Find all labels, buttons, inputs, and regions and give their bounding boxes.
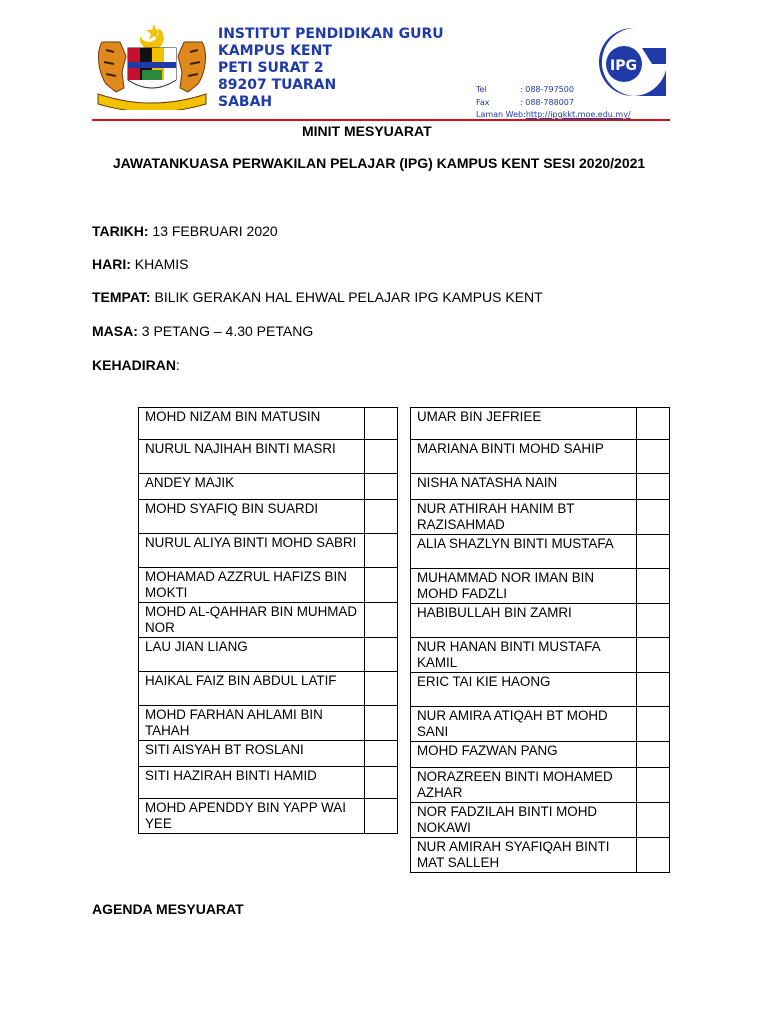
- institution-line: KAMPUS KENT: [218, 43, 332, 59]
- attendee-name: MARIANA BINTI MOHD SAHIP: [411, 440, 637, 474]
- fax-row: [476, 97, 631, 110]
- tarikh-label: TARIKH:: [92, 223, 149, 239]
- attendance-mark-cell: [637, 408, 670, 440]
- table-row: [139, 568, 398, 603]
- attendee-name: NOR FADZILAH BINTI MOHD NOKAWI: [411, 803, 637, 838]
- agenda-heading: AGENDA MESYUARAT: [92, 901, 244, 917]
- attendee-name: MOHAMAD AZZRUL HAFIZS BIN MOKTI: [139, 568, 365, 603]
- kehadiran-label: KEHADIRAN: [92, 357, 176, 373]
- attendance-table-left: [138, 407, 398, 834]
- institution-line: SABAH: [218, 94, 273, 110]
- shield-icon: [128, 48, 176, 88]
- attendee-name: ANDEY MAJIK: [139, 474, 365, 500]
- tel-value: : 088-797500: [520, 85, 574, 94]
- attendee-name: ALIA SHAZLYN BINTI MUSTAFA: [411, 535, 637, 569]
- attendance-mark-cell: [637, 500, 670, 535]
- ipg-logo-text: IPG: [610, 58, 637, 74]
- table-row: [411, 638, 670, 673]
- table-row: [411, 604, 670, 638]
- attendance-mark-cell: [637, 638, 670, 673]
- attendance-mark-cell: [365, 799, 398, 834]
- table-row: [411, 500, 670, 535]
- attendee-name: MOHD AL-QAHHAR BIN MUHMAD NOR: [139, 603, 365, 638]
- attendee-name: MOHD SYAFIQ BIN SUARDI: [139, 500, 365, 534]
- table-row: [411, 569, 670, 604]
- attendee-name: NUR ATHIRAH HANIM BT RAZISAHMAD: [411, 500, 637, 535]
- attendance-mark-cell: [365, 603, 398, 638]
- attendance-mark-cell: [365, 638, 398, 672]
- attendee-name: UMAR BIN JEFRIEE: [411, 408, 637, 440]
- table-row: [139, 741, 398, 767]
- attendee-name: NURUL ALIYA BINTI MOHD SABRI: [139, 534, 365, 568]
- institution-line: 89207 TUARAN: [218, 77, 337, 93]
- tiger-left-icon: [99, 42, 126, 92]
- attendee-name: MOHD FAZWAN PANG: [411, 742, 637, 768]
- table-row: [411, 803, 670, 838]
- attendee-name: MUHAMMAD NOR IMAN BIN MOHD FADZLI: [411, 569, 637, 604]
- tempat-field: [92, 289, 543, 305]
- attendee-name: LAU JIAN LIANG: [139, 638, 365, 672]
- coat-of-arms-logo: [92, 22, 212, 110]
- table-row: [139, 500, 398, 534]
- attendance-mark-cell: [637, 768, 670, 803]
- table-row: [411, 707, 670, 742]
- web-label: Laman Web:: [476, 110, 526, 119]
- attendance-mark-cell: [637, 803, 670, 838]
- table-row: [411, 535, 670, 569]
- attendance-mark-cell: [637, 742, 670, 768]
- hari-label: HARI:: [92, 256, 131, 272]
- attendee-name: NORAZREEN BINTI MOHAMED AZHAR: [411, 768, 637, 803]
- attendee-name: NURUL NAJIHAH BINTI MASRI: [139, 440, 365, 474]
- table-row: [139, 767, 398, 799]
- table-row: [139, 799, 398, 834]
- institution-line: INSTITUT PENDIDIKAN GURU: [218, 26, 444, 42]
- table-row: [411, 838, 670, 873]
- tel-label: Tel: [476, 85, 487, 94]
- attendance-mark-cell: [365, 408, 398, 440]
- masa-field: [92, 323, 313, 339]
- document-title: MINIT MESYUARAT: [302, 123, 432, 139]
- table-row: [411, 742, 670, 768]
- fax-value: : 088-788007: [520, 97, 574, 107]
- attendance-mark-cell: [637, 440, 670, 474]
- attendance-mark-cell: [365, 672, 398, 706]
- table-row: [411, 474, 670, 500]
- attendance-mark-cell: [365, 500, 398, 534]
- contact-info: [476, 84, 631, 122]
- attendee-name: NUR AMIRAH SYAFIQAH BINTI MAT SALLEH: [411, 838, 637, 873]
- attendee-name: NUR AMIRA ATIQAH BT MOHD SANI: [411, 707, 637, 742]
- header-divider: [92, 119, 670, 121]
- website-link[interactable]: http://ipgkkt.moe.edu.my/: [525, 110, 631, 119]
- attendee-name: SITI HAZIRAH BINTI HAMID: [139, 767, 365, 799]
- masa-label: MASA:: [92, 323, 138, 339]
- attendance-mark-cell: [365, 534, 398, 568]
- star-crescent-icon: [140, 24, 164, 50]
- tel-row: [476, 84, 631, 97]
- attendee-name: ERIC TAI KIE HAONG: [411, 673, 637, 707]
- hari-value: KHAMIS: [130, 256, 189, 272]
- institution-address: [218, 26, 444, 111]
- hari-field: [92, 256, 188, 272]
- attendee-name: NUR HANAN BINTI MUSTAFA KAMIL: [411, 638, 637, 673]
- kehadiran-field: [92, 357, 180, 373]
- attendee-name: MOHD FARHAN AHLAMI BIN TAHAH: [139, 706, 365, 741]
- tempat-label: TEMPAT:: [92, 289, 151, 305]
- table-row: [411, 408, 670, 440]
- attendance-mark-cell: [365, 741, 398, 767]
- table-row: [139, 534, 398, 568]
- table-row: [139, 638, 398, 672]
- attendance-mark-cell: [365, 767, 398, 799]
- table-row: [139, 474, 398, 500]
- table-row: [411, 673, 670, 707]
- attendance-mark-cell: [637, 569, 670, 604]
- table-row: [139, 408, 398, 440]
- attendance-mark-cell: [365, 440, 398, 474]
- tarikh-field: [92, 223, 278, 239]
- table-row: [139, 672, 398, 706]
- table-row: [139, 706, 398, 741]
- table-row: [411, 440, 670, 474]
- attendance-mark-cell: [637, 535, 670, 569]
- attendance-mark-cell: [637, 604, 670, 638]
- tiger-right-icon: [178, 42, 205, 92]
- attendee-name: MOHD APENDDY BIN YAPP WAI YEE: [139, 799, 365, 834]
- kehadiran-colon: :: [176, 357, 180, 373]
- attendance-mark-cell: [637, 673, 670, 707]
- attendance-table-right: [410, 407, 670, 873]
- attendee-name: SITI AISYAH BT ROSLANI: [139, 741, 365, 767]
- attendance-mark-cell: [365, 474, 398, 500]
- attendance-mark-cell: [637, 707, 670, 742]
- table-row: [411, 768, 670, 803]
- scroll-banner: [98, 94, 206, 110]
- institution-line: PETI SURAT 2: [218, 60, 324, 76]
- attendance-mark-cell: [637, 474, 670, 500]
- tarikh-value: 13 FEBRUARI 2020: [148, 223, 278, 239]
- fax-label: Fax: [476, 97, 490, 107]
- committee-title: JAWATANKUASA PERWAKILAN PELAJAR (IPG) KAMPUS KENT SESI 2020/2021: [112, 155, 646, 171]
- table-row: [139, 440, 398, 474]
- attendee-name: HABIBULLAH BIN ZAMRI: [411, 604, 637, 638]
- attendance-mark-cell: [637, 838, 670, 873]
- attendee-name: HAIKAL FAIZ BIN ABDUL LATIF: [139, 672, 365, 706]
- attendance-mark-cell: [365, 568, 398, 603]
- tempat-value: BILIK GERAKAN HAL EHWAL PELAJAR IPG KAMPUS KENT: [150, 289, 543, 305]
- attendee-name: NISHA NATASHA NAIN: [411, 474, 637, 500]
- attendee-name: MOHD NIZAM BIN MATUSIN: [139, 408, 365, 440]
- attendance-mark-cell: [365, 706, 398, 741]
- masa-value: 3 PETANG – 4.30 PETANG: [137, 323, 314, 339]
- table-row: [139, 603, 398, 638]
